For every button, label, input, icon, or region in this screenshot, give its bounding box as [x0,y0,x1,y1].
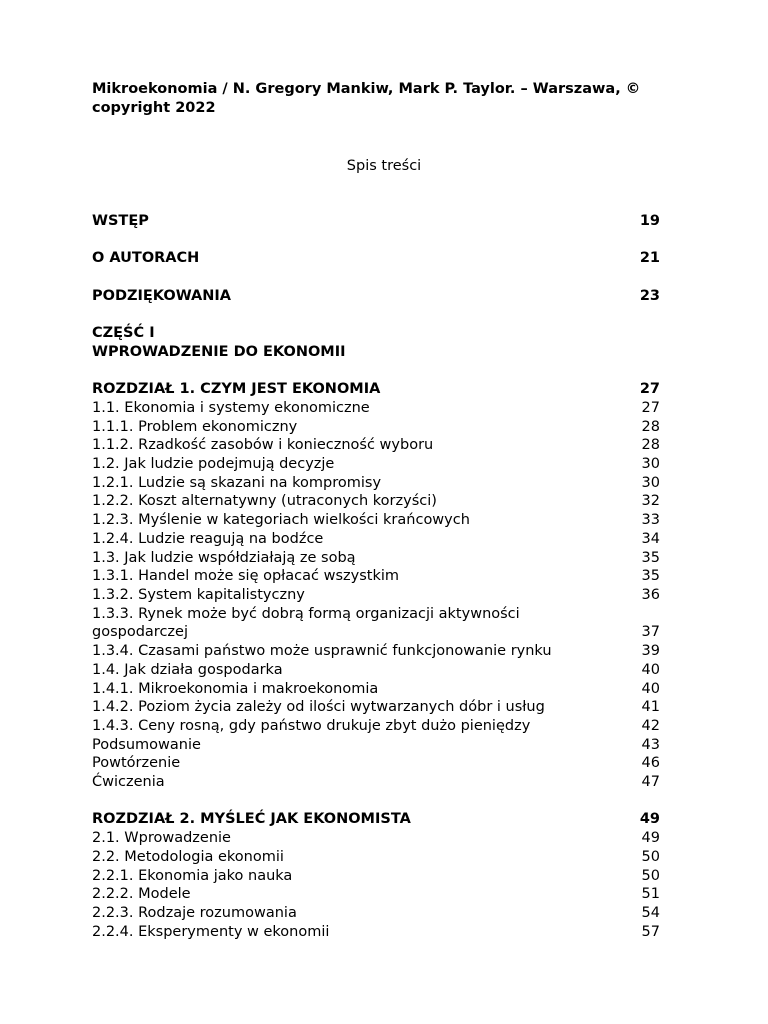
toc-entry-text: 1.2.2. Koszt alternatywny (utraconych korzyści) [92,493,437,510]
toc-entry-text: Powtórzenie [92,755,181,772]
toc-entry-row[interactable] [92,418,660,437]
toc-heading-row[interactable] [92,287,660,306]
toc-entry-row[interactable] [92,530,660,549]
toc-page-number: 35 [641,549,660,566]
toc-entry-row[interactable] [92,680,660,699]
toc-entry-text: 1.3.3. Rynek może być dobrą formą organizacji aktywności [92,605,520,622]
toc-entry-row[interactable] [92,717,660,736]
toc-entry-text: 1.3. Jak ludzie współdziałają ze sobą [92,549,356,566]
toc-page-number: 34 [641,530,660,547]
toc-spacer [92,268,660,287]
toc-entry-row[interactable] [92,436,660,455]
toc-spacer [92,792,660,811]
toc-entry-text: 1.1. Ekonomia i systemy ekonomiczne [92,399,370,416]
toc-page-number: 47 [641,774,660,791]
toc-page-number: 19 [639,213,660,229]
toc-page-number: 40 [641,661,660,678]
toc-entry-row[interactable] [92,642,660,661]
toc-page-number: 35 [641,568,660,585]
toc-entry-text: 1.4.2. Poziom życia zależy od ilości wytwarzanych dóbr i usług [92,699,545,716]
toc-entry-text: PODZIĘKOWANIA [92,287,232,304]
toc-entry-row[interactable] [92,549,660,568]
toc-entry-text: ROZDZIAŁ 2. MYŚLEĆ JAK EKONOMISTA [92,811,411,828]
toc-entry-row[interactable] [92,474,660,493]
toc-page-number: 23 [639,287,660,304]
toc-entry-row[interactable] [92,605,660,624]
toc-entry-text: 2.2.3. Rodzaje rozumowania [92,904,297,921]
toc-entry-row[interactable] [92,455,660,474]
toc-entry-row[interactable] [92,904,660,923]
toc-entry-row[interactable] [92,492,660,511]
toc-page-number: 43 [641,736,660,753]
toc-entry-text: 2.2.2. Modele [92,886,191,903]
toc-entry-row[interactable] [92,885,660,904]
toc-entry-text: ROZDZIAŁ 1. CZYM JEST EKONOMIA [92,381,381,398]
toc-page-number: 30 [641,474,660,491]
toc-page-number: 41 [641,699,660,716]
toc-entry-text: Ćwiczenia [92,774,165,791]
toc-page-number: 33 [641,512,660,529]
toc-entry-text: 1.2.1. Ludzie są skazani na kompromisy [92,474,382,491]
toc-entry-text: WPROWADZENIE DO EKONOMII [92,343,346,360]
toc-entry-row[interactable] [92,567,660,586]
toc-entry-row[interactable] [92,829,660,848]
toc-spacer [92,231,660,250]
toc-entry-text: 1.2.3. Myślenie w kategoriach wielkości krańcowych [92,512,470,529]
toc-spacer [92,362,660,381]
toc-entry-row[interactable] [92,623,660,642]
toc-entry-text: 1.1.2. Rzadkość zasobów i konieczność wyboru [92,437,434,454]
toc-entry-text: CZĘŚĆ I [92,325,155,342]
toc-entry-text: 1.2. Jak ludzie podejmują decyzje [92,456,335,473]
toc-entry-text: 1.2.4. Ludzie reagują na bodźce [92,530,324,547]
toc-entry-text: 2.2.4. Eksperymenty w ekonomii [92,923,330,940]
toc-page-number: 39 [641,643,660,660]
toc-entry-text: 1.3.2. System kapitalistyczny [92,587,305,603]
toc-entry-text: Podsumowanie [92,736,201,753]
toc-page-number: 40 [641,680,660,697]
toc-entry-row[interactable] [92,923,660,942]
toc-page-number: 57 [641,923,660,940]
toc-entry-row[interactable] [92,867,660,886]
toc-entry-text: 2.2.1. Ekonomia jako nauka [92,867,293,884]
toc-title: Spis treści [346,158,422,174]
toc-entry-row[interactable] [92,586,660,605]
toc-heading-row[interactable] [92,324,660,343]
toc-entry-text: 1.4.3. Ceny rosną, gdy państwo drukuje zbyt dużo pieniędzy [92,717,531,734]
toc-entry-row[interactable] [92,736,660,755]
toc-entry-text: 2.2. Metodologia ekonomii [92,848,284,865]
toc-page-number: 42 [641,717,660,734]
toc-heading-row[interactable] [92,249,660,268]
toc-heading-row[interactable] [92,810,660,829]
toc-spacer [92,305,660,324]
toc-page-number: 51 [641,886,660,903]
toc-entry-text: 1.4.1. Mikroekonomia i makroekonomia [92,680,379,697]
toc-page-number: 27 [641,399,660,416]
toc-page-number: 36 [641,587,660,603]
toc-entry-text: WSTĘP [92,213,149,229]
toc-entry-text: O AUTORACH [92,250,200,267]
toc-heading-row[interactable] [92,380,660,399]
toc-page-number: 27 [639,381,660,398]
toc-entry-row[interactable] [92,848,660,867]
toc-page-number: 28 [641,437,660,454]
toc-page-number: 50 [641,867,660,884]
bibliographic-citation: Mikroekonomia / N. Gregory Mankiw, Mark P. Taylor. – Warszawa, © copyright 2022 [92,81,641,116]
toc-entry-row[interactable] [92,511,660,530]
toc-page-number: 54 [641,904,660,921]
toc-entry-text: gospodarczej [92,624,188,641]
toc-page-number: 32 [641,493,660,510]
toc-page-number: 46 [641,755,660,772]
toc-page-number: 28 [641,418,660,435]
toc-entry-text: 1.4. Jak działa gospodarka [92,661,283,678]
toc-entry-row[interactable] [92,698,660,717]
toc-entry-text: 1.1.1. Problem ekonomiczny [92,418,298,435]
toc-page-number: 37 [641,624,660,641]
toc-heading-row[interactable] [92,212,660,231]
toc-entry-row[interactable] [92,754,660,773]
toc-page-number: 50 [641,848,660,865]
toc-entry-text: 1.3.1. Handel może się opłacać wszystkim [92,568,400,585]
toc-entry-row[interactable] [92,399,660,418]
toc-page-number: 49 [641,830,660,847]
table-of-contents [92,212,660,941]
toc-entry-text: 1.3.4. Czasami państwo może usprawnić funkcjonowanie rynku [92,643,552,660]
toc-page-number: 21 [639,250,660,267]
toc-heading-row[interactable] [92,343,660,362]
toc-entry-text: 2.1. Wprowadzenie [92,830,231,847]
toc-entry-row[interactable] [92,773,660,792]
toc-page-number: 49 [639,811,660,828]
toc-page-number: 30 [641,456,660,473]
toc-entry-row[interactable] [92,661,660,680]
